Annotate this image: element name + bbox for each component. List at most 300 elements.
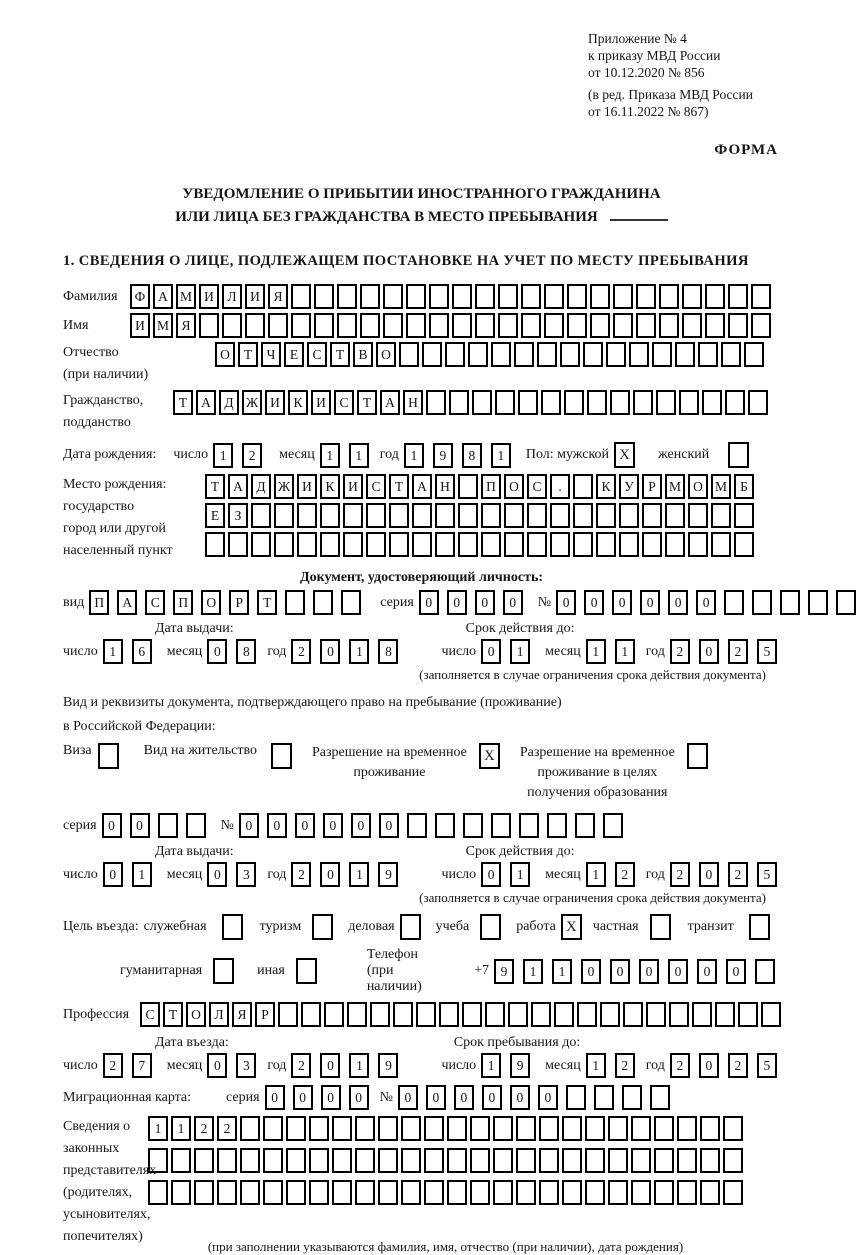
char-cell[interactable] <box>725 390 745 415</box>
char-cell[interactable]: Б <box>734 474 754 499</box>
char-cell[interactable]: Т <box>173 390 193 415</box>
char-cell[interactable]: 0 <box>207 1053 227 1078</box>
char-cell[interactable] <box>723 1116 743 1141</box>
char-cell[interactable] <box>422 342 442 367</box>
char-cell[interactable]: 1 <box>349 639 369 664</box>
char-cell[interactable] <box>688 532 708 557</box>
char-cell[interactable]: К <box>596 474 616 499</box>
representatives-cells-row1[interactable] <box>148 1116 743 1141</box>
char-cell[interactable] <box>426 390 446 415</box>
char-cell[interactable]: 1 <box>171 1116 191 1141</box>
char-cell[interactable]: 0 <box>398 1085 418 1110</box>
migration-number-cells[interactable] <box>398 1085 675 1110</box>
char-cell[interactable] <box>314 313 334 338</box>
char-cell[interactable]: З <box>228 503 248 528</box>
char-cell[interactable]: 0 <box>349 1085 369 1110</box>
char-cell[interactable] <box>700 1180 720 1205</box>
char-cell[interactable]: 1 <box>552 959 572 984</box>
char-cell[interactable]: 0 <box>726 959 746 984</box>
char-cell[interactable]: Л <box>222 284 242 309</box>
char-cell[interactable] <box>429 284 449 309</box>
char-cell[interactable] <box>751 284 771 309</box>
char-cell[interactable] <box>587 390 607 415</box>
char-cell[interactable] <box>575 813 595 838</box>
char-cell[interactable] <box>721 342 741 367</box>
char-cell[interactable]: Т <box>163 1002 183 1027</box>
char-cell[interactable]: 2 <box>615 862 635 887</box>
char-cell[interactable] <box>519 813 539 838</box>
char-cell[interactable] <box>596 503 616 528</box>
char-cell[interactable] <box>263 1148 283 1173</box>
char-cell[interactable] <box>715 1002 735 1027</box>
char-cell[interactable] <box>544 284 564 309</box>
char-cell[interactable]: 2 <box>217 1116 237 1141</box>
char-cell[interactable]: 0 <box>538 1085 558 1110</box>
char-cell[interactable] <box>608 1116 628 1141</box>
surname-cells[interactable] <box>130 284 771 309</box>
char-cell[interactable]: Ж <box>242 390 262 415</box>
char-cell[interactable] <box>564 390 584 415</box>
char-cell[interactable] <box>217 1148 237 1173</box>
char-cell[interactable]: 0 <box>482 1085 502 1110</box>
char-cell[interactable] <box>401 1180 421 1205</box>
char-cell[interactable] <box>383 313 403 338</box>
residence-expiry-year-cells[interactable] <box>670 862 782 887</box>
birthdate-month-cells[interactable] <box>320 443 374 468</box>
char-cell[interactable] <box>562 1180 582 1205</box>
char-cell[interactable]: 0 <box>320 1053 340 1078</box>
char-cell[interactable] <box>313 590 333 615</box>
char-cell[interactable] <box>518 390 538 415</box>
char-cell[interactable] <box>665 503 685 528</box>
stay-day-cells[interactable] <box>481 1053 535 1078</box>
char-cell[interactable] <box>590 313 610 338</box>
char-cell[interactable] <box>435 532 455 557</box>
char-cell[interactable] <box>636 313 656 338</box>
char-cell[interactable] <box>573 532 593 557</box>
char-cell[interactable]: И <box>343 474 363 499</box>
char-cell[interactable] <box>217 1180 237 1205</box>
char-cell[interactable]: 6 <box>132 639 152 664</box>
char-cell[interactable] <box>665 532 685 557</box>
char-cell[interactable] <box>472 390 492 415</box>
char-cell[interactable] <box>378 1148 398 1173</box>
char-cell[interactable] <box>692 1002 712 1027</box>
char-cell[interactable]: Н <box>435 474 455 499</box>
char-cell[interactable]: 0 <box>320 862 340 887</box>
char-cell[interactable] <box>393 1002 413 1027</box>
char-cell[interactable] <box>541 390 561 415</box>
char-cell[interactable] <box>148 1148 168 1173</box>
char-cell[interactable] <box>562 1148 582 1173</box>
char-cell[interactable]: 0 <box>556 590 576 615</box>
char-cell[interactable] <box>550 532 570 557</box>
char-cell[interactable] <box>341 590 361 615</box>
entry-month-cells[interactable] <box>207 1053 261 1078</box>
char-cell[interactable]: С <box>527 474 547 499</box>
char-cell[interactable] <box>688 503 708 528</box>
char-cell[interactable] <box>447 1148 467 1173</box>
char-cell[interactable] <box>445 342 465 367</box>
char-cell[interactable] <box>752 590 772 615</box>
char-cell[interactable]: Т <box>257 590 277 615</box>
doc-issue-month-cells[interactable] <box>207 639 261 664</box>
char-cell[interactable] <box>527 503 547 528</box>
char-cell[interactable]: А <box>380 390 400 415</box>
char-cell[interactable]: 0 <box>696 590 716 615</box>
char-cell[interactable]: 1 <box>349 443 369 468</box>
char-cell[interactable]: 5 <box>757 639 777 664</box>
char-cell[interactable] <box>245 313 265 338</box>
char-cell[interactable] <box>291 313 311 338</box>
char-cell[interactable]: О <box>186 1002 206 1027</box>
char-cell[interactable] <box>493 1148 513 1173</box>
char-cell[interactable] <box>755 959 775 984</box>
char-cell[interactable] <box>383 284 403 309</box>
residence-expiry-day-cells[interactable] <box>481 862 535 887</box>
char-cell[interactable]: О <box>376 342 396 367</box>
char-cell[interactable]: 0 <box>503 590 523 615</box>
char-cell[interactable] <box>274 532 294 557</box>
char-cell[interactable]: 0 <box>481 639 501 664</box>
char-cell[interactable] <box>263 1180 283 1205</box>
char-cell[interactable]: П <box>173 590 193 615</box>
char-cell[interactable] <box>406 284 426 309</box>
sex-female-checkbox[interactable] <box>728 442 749 468</box>
temp-permit-checkbox[interactable]: X <box>479 743 500 769</box>
char-cell[interactable]: Т <box>238 342 258 367</box>
char-cell[interactable] <box>493 1180 513 1205</box>
char-cell[interactable]: 2 <box>670 1053 690 1078</box>
char-cell[interactable] <box>516 1148 536 1173</box>
char-cell[interactable]: Е <box>205 503 225 528</box>
char-cell[interactable]: 0 <box>639 959 659 984</box>
char-cell[interactable]: 9 <box>378 862 398 887</box>
char-cell[interactable]: Т <box>205 474 225 499</box>
char-cell[interactable] <box>406 313 426 338</box>
char-cell[interactable]: А <box>228 474 248 499</box>
char-cell[interactable] <box>573 503 593 528</box>
char-cell[interactable]: 0 <box>475 590 495 615</box>
char-cell[interactable] <box>337 313 357 338</box>
char-cell[interactable] <box>650 1085 670 1110</box>
char-cell[interactable]: С <box>307 342 327 367</box>
char-cell[interactable]: 2 <box>291 862 311 887</box>
char-cell[interactable] <box>360 284 380 309</box>
char-cell[interactable] <box>682 313 702 338</box>
char-cell[interactable] <box>669 1002 689 1027</box>
char-cell[interactable]: 0 <box>419 590 439 615</box>
char-cell[interactable]: 1 <box>523 959 543 984</box>
char-cell[interactable]: 2 <box>291 1053 311 1078</box>
firstname-cells[interactable] <box>130 313 771 338</box>
migration-series-cells[interactable] <box>265 1085 374 1110</box>
char-cell[interactable] <box>652 342 672 367</box>
char-cell[interactable] <box>516 1116 536 1141</box>
char-cell[interactable] <box>337 284 357 309</box>
char-cell[interactable] <box>734 503 754 528</box>
char-cell[interactable] <box>539 1116 559 1141</box>
char-cell[interactable]: 1 <box>481 1053 501 1078</box>
char-cell[interactable]: 2 <box>194 1116 214 1141</box>
residence-expiry-month-cells[interactable] <box>586 862 640 887</box>
char-cell[interactable] <box>240 1180 260 1205</box>
char-cell[interactable] <box>700 1116 720 1141</box>
char-cell[interactable] <box>285 590 305 615</box>
char-cell[interactable]: Я <box>176 313 196 338</box>
purpose-humanitarian-checkbox[interactable] <box>213 958 234 984</box>
char-cell[interactable] <box>309 1148 329 1173</box>
char-cell[interactable]: В <box>353 342 373 367</box>
char-cell[interactable] <box>711 532 731 557</box>
char-cell[interactable]: Ж <box>274 474 294 499</box>
entry-year-cells[interactable] <box>291 1053 403 1078</box>
char-cell[interactable] <box>636 284 656 309</box>
char-cell[interactable]: Е <box>284 342 304 367</box>
char-cell[interactable] <box>278 1002 298 1027</box>
char-cell[interactable] <box>475 313 495 338</box>
char-cell[interactable] <box>268 313 288 338</box>
char-cell[interactable]: 1 <box>510 862 530 887</box>
char-cell[interactable] <box>606 342 626 367</box>
char-cell[interactable] <box>498 284 518 309</box>
char-cell[interactable] <box>836 590 856 615</box>
char-cell[interactable]: 2 <box>615 1053 635 1078</box>
char-cell[interactable] <box>370 1002 390 1027</box>
char-cell[interactable]: 0 <box>610 959 630 984</box>
char-cell[interactable] <box>332 1116 352 1141</box>
char-cell[interactable] <box>603 813 623 838</box>
char-cell[interactable]: П <box>89 590 109 615</box>
char-cell[interactable] <box>633 390 653 415</box>
char-cell[interactable] <box>623 1002 643 1027</box>
char-cell[interactable] <box>631 1148 651 1173</box>
char-cell[interactable] <box>309 1180 329 1205</box>
char-cell[interactable]: 1 <box>586 639 606 664</box>
patronymic-cells[interactable] <box>215 342 764 367</box>
char-cell[interactable]: И <box>130 313 150 338</box>
residence-issue-month-cells[interactable] <box>207 862 261 887</box>
char-cell[interactable] <box>429 313 449 338</box>
char-cell[interactable] <box>240 1148 260 1173</box>
char-cell[interactable]: 1 <box>349 862 369 887</box>
char-cell[interactable]: С <box>140 1002 160 1027</box>
char-cell[interactable] <box>424 1148 444 1173</box>
char-cell[interactable]: 1 <box>510 639 530 664</box>
char-cell[interactable] <box>355 1180 375 1205</box>
char-cell[interactable] <box>600 1002 620 1027</box>
char-cell[interactable]: 0 <box>581 959 601 984</box>
char-cell[interactable]: М <box>153 313 173 338</box>
char-cell[interactable] <box>539 1180 559 1205</box>
char-cell[interactable]: 9 <box>494 959 514 984</box>
char-cell[interactable] <box>399 342 419 367</box>
char-cell[interactable]: М <box>711 474 731 499</box>
char-cell[interactable]: 1 <box>615 639 635 664</box>
char-cell[interactable] <box>527 532 547 557</box>
char-cell[interactable]: С <box>334 390 354 415</box>
char-cell[interactable] <box>491 342 511 367</box>
char-cell[interactable]: Т <box>330 342 350 367</box>
char-cell[interactable]: 0 <box>612 590 632 615</box>
char-cell[interactable] <box>646 1002 666 1027</box>
char-cell[interactable]: О <box>201 590 221 615</box>
char-cell[interactable] <box>452 284 472 309</box>
char-cell[interactable] <box>435 503 455 528</box>
char-cell[interactable] <box>761 1002 781 1027</box>
char-cell[interactable] <box>468 342 488 367</box>
char-cell[interactable]: 0 <box>668 590 688 615</box>
char-cell[interactable] <box>583 342 603 367</box>
char-cell[interactable] <box>642 532 662 557</box>
char-cell[interactable]: Р <box>229 590 249 615</box>
char-cell[interactable]: К <box>288 390 308 415</box>
char-cell[interactable]: 9 <box>510 1053 530 1078</box>
char-cell[interactable]: М <box>665 474 685 499</box>
char-cell[interactable]: 0 <box>239 813 259 838</box>
char-cell[interactable] <box>366 532 386 557</box>
char-cell[interactable] <box>521 284 541 309</box>
char-cell[interactable] <box>504 503 524 528</box>
doc-expiry-month-cells[interactable] <box>586 639 640 664</box>
char-cell[interactable] <box>481 503 501 528</box>
char-cell[interactable] <box>547 813 567 838</box>
char-cell[interactable] <box>462 1002 482 1027</box>
char-cell[interactable] <box>724 590 744 615</box>
char-cell[interactable]: 0 <box>130 813 150 838</box>
char-cell[interactable]: 3 <box>236 862 256 887</box>
char-cell[interactable] <box>562 1116 582 1141</box>
char-cell[interactable] <box>596 532 616 557</box>
char-cell[interactable]: 2 <box>728 862 748 887</box>
char-cell[interactable] <box>343 503 363 528</box>
char-cell[interactable] <box>439 1002 459 1027</box>
residence-permit-checkbox[interactable] <box>271 743 292 769</box>
birthdate-year-cells[interactable] <box>404 443 516 468</box>
char-cell[interactable] <box>401 1116 421 1141</box>
char-cell[interactable] <box>734 532 754 557</box>
char-cell[interactable]: Т <box>389 474 409 499</box>
char-cell[interactable] <box>808 590 828 615</box>
citizenship-cells[interactable] <box>173 390 768 415</box>
char-cell[interactable] <box>577 1002 597 1027</box>
char-cell[interactable]: Ч <box>261 342 281 367</box>
char-cell[interactable] <box>573 474 593 499</box>
representatives-cells-row2[interactable] <box>148 1148 743 1173</box>
residence-series-cells[interactable] <box>102 813 211 838</box>
char-cell[interactable] <box>286 1148 306 1173</box>
char-cell[interactable] <box>677 1148 697 1173</box>
residence-issue-year-cells[interactable] <box>291 862 403 887</box>
char-cell[interactable] <box>495 390 515 415</box>
char-cell[interactable] <box>435 813 455 838</box>
char-cell[interactable] <box>320 532 340 557</box>
char-cell[interactable]: 7 <box>132 1053 152 1078</box>
char-cell[interactable] <box>700 1148 720 1173</box>
char-cell[interactable]: 0 <box>481 862 501 887</box>
char-cell[interactable] <box>631 1116 651 1141</box>
char-cell[interactable]: 0 <box>103 862 123 887</box>
char-cell[interactable]: О <box>215 342 235 367</box>
char-cell[interactable]: 0 <box>379 813 399 838</box>
char-cell[interactable]: С <box>145 590 165 615</box>
char-cell[interactable] <box>171 1148 191 1173</box>
char-cell[interactable]: 1 <box>132 862 152 887</box>
char-cell[interactable]: А <box>117 590 137 615</box>
char-cell[interactable] <box>463 813 483 838</box>
char-cell[interactable] <box>702 390 722 415</box>
char-cell[interactable] <box>585 1116 605 1141</box>
char-cell[interactable] <box>677 1116 697 1141</box>
char-cell[interactable] <box>332 1148 352 1173</box>
char-cell[interactable] <box>401 1148 421 1173</box>
doc-expiry-day-cells[interactable] <box>481 639 535 664</box>
char-cell[interactable] <box>682 284 702 309</box>
doc-issue-year-cells[interactable] <box>291 639 403 664</box>
char-cell[interactable]: 1 <box>404 443 424 468</box>
char-cell[interactable]: 1 <box>586 862 606 887</box>
char-cell[interactable]: 0 <box>510 1085 530 1110</box>
char-cell[interactable]: Я <box>268 284 288 309</box>
char-cell[interactable]: 0 <box>584 590 604 615</box>
char-cell[interactable] <box>613 313 633 338</box>
char-cell[interactable]: 0 <box>640 590 660 615</box>
char-cell[interactable] <box>286 1180 306 1205</box>
char-cell[interactable] <box>458 532 478 557</box>
char-cell[interactable] <box>679 390 699 415</box>
char-cell[interactable]: 9 <box>433 443 453 468</box>
stay-month-cells[interactable] <box>586 1053 640 1078</box>
char-cell[interactable]: 5 <box>757 1053 777 1078</box>
char-cell[interactable]: 2 <box>103 1053 123 1078</box>
char-cell[interactable]: 9 <box>378 1053 398 1078</box>
char-cell[interactable] <box>324 1002 344 1027</box>
char-cell[interactable]: . <box>550 474 570 499</box>
char-cell[interactable] <box>516 1180 536 1205</box>
char-cell[interactable]: 0 <box>207 639 227 664</box>
char-cell[interactable] <box>631 1180 651 1205</box>
char-cell[interactable] <box>452 313 472 338</box>
char-cell[interactable] <box>654 1180 674 1205</box>
char-cell[interactable] <box>412 532 432 557</box>
char-cell[interactable] <box>424 1180 444 1205</box>
char-cell[interactable]: 0 <box>267 813 287 838</box>
char-cell[interactable]: 1 <box>320 443 340 468</box>
char-cell[interactable] <box>470 1180 490 1205</box>
char-cell[interactable]: С <box>366 474 386 499</box>
char-cell[interactable]: Н <box>403 390 423 415</box>
char-cell[interactable] <box>608 1180 628 1205</box>
char-cell[interactable]: 1 <box>586 1053 606 1078</box>
char-cell[interactable] <box>723 1180 743 1205</box>
char-cell[interactable] <box>470 1116 490 1141</box>
char-cell[interactable] <box>544 313 564 338</box>
visa-checkbox[interactable] <box>98 743 119 769</box>
char-cell[interactable]: У <box>619 474 639 499</box>
char-cell[interactable] <box>194 1148 214 1173</box>
char-cell[interactable] <box>360 313 380 338</box>
char-cell[interactable] <box>148 1180 168 1205</box>
char-cell[interactable]: 0 <box>293 1085 313 1110</box>
doc-expiry-year-cells[interactable] <box>670 639 782 664</box>
char-cell[interactable]: Ф <box>130 284 150 309</box>
char-cell[interactable] <box>590 284 610 309</box>
char-cell[interactable]: 8 <box>378 639 398 664</box>
char-cell[interactable]: К <box>320 474 340 499</box>
char-cell[interactable] <box>355 1116 375 1141</box>
char-cell[interactable]: О <box>688 474 708 499</box>
purpose-study-checkbox[interactable] <box>480 914 501 940</box>
